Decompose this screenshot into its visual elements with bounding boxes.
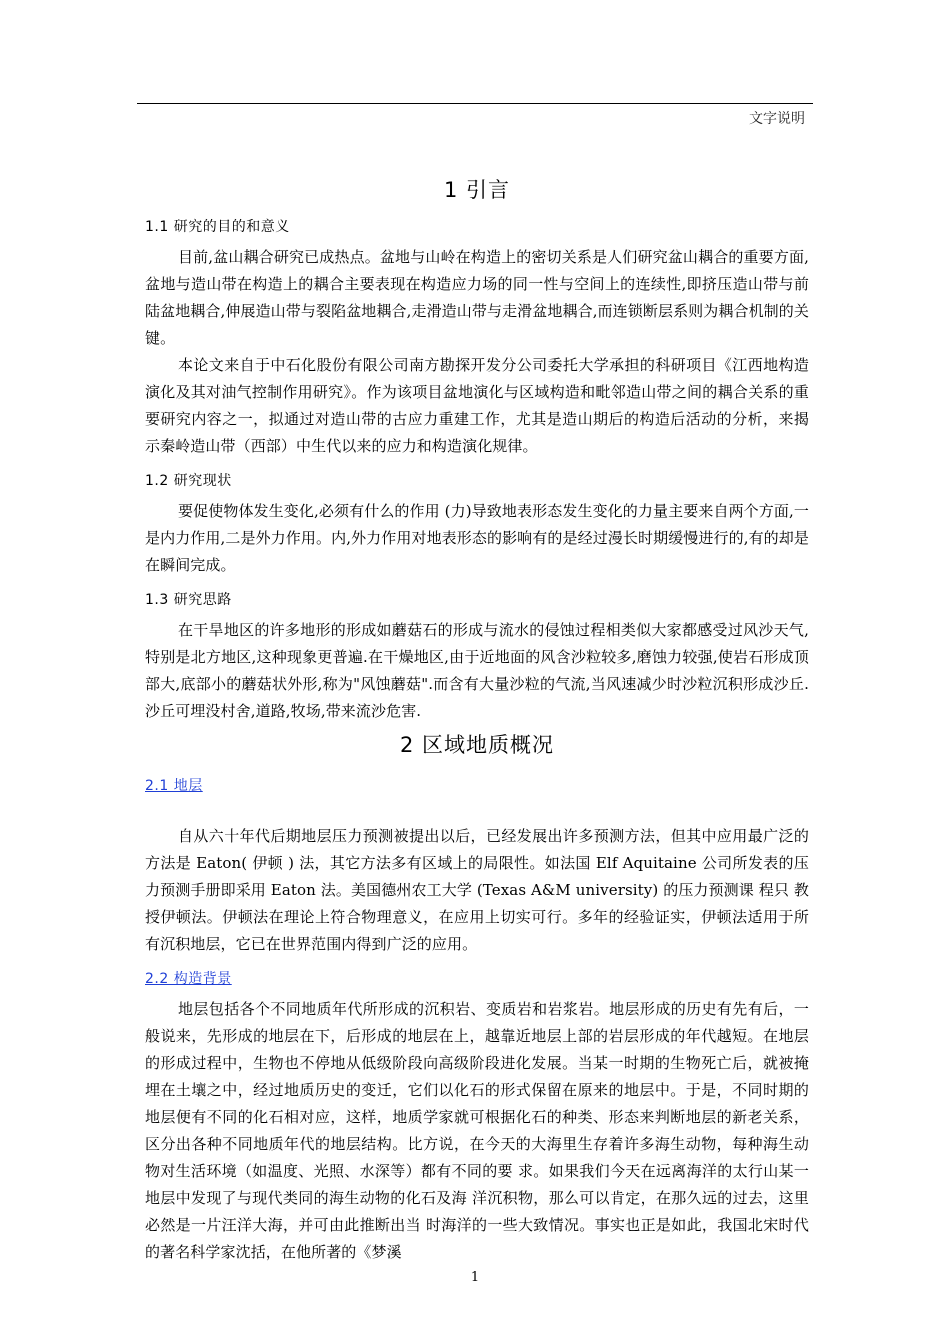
paragraph: 目前,盆山耦合研究已成热点。盆地与山岭在构造上的密切关系是人们研究盆山耦合的重要方面,盆地与造山带在构造上的耦合主要表现在构造应力场的同一性与空间上的连续性,即挤压造山带与前陆盆地耦合,伸展造山带与裂陷盆地耦合,走滑造山带与走滑盆地耦合,而连锁断层系则为耦合机制的关键。: [145, 248, 809, 347]
paragraph: 在干旱地区的许多地形的形成如蘑菇石的形成与流水的侵蚀过程相类似大家都感受过风沙天气,特别是北方地区,这种现象更普遍.在干燥地区,由于近地面的风含沙粒较多,磨蚀力较强,使岩石形成顶部大,底部小的蘑菇状外形,称为"风蚀蘑菇".而含有大量沙粒的气流,当风速减少时沙粒沉积形成沙丘.沙丘可埋没村舍,道路,牧场,带来流沙危害.: [145, 621, 809, 720]
subsection-link-tectonic-background[interactable]: 2.2 构造背景: [145, 971, 232, 987]
subsection-title: 1.1 研究的目的和意义: [145, 219, 290, 235]
paragraph: 要促使物体发生变化,必须有什么的作用 (力)导致地表形态发生变化的力量主要来自两个方面,一是内力作用,二是外力作用。内,外力作用对地表形态的影响有的是经过漫长时期缓慢进行的,有的却是在瞬间完成。: [145, 502, 809, 574]
paragraph: 本论文来自于中石化股份有限公司南方勘探开发分公司委托大学承担的科研项目《江西地构造演化及其对油气控制作用研究》。作为该项目盆地演化与区域构造和毗邻造山带之间的耦合关系的重要研究内容之一，拟通过对造山带的古应力重建工作，尤其是造山期后的构造后活动的分析，来揭示秦岭造山带（西部）中生代以来的应力和构造演化规律。: [145, 356, 809, 455]
subsection-title: 1.3 研究思路: [145, 592, 232, 608]
header-rule: [137, 103, 813, 104]
paragraph: 地层包括各个不同地质年代所形成的沉积岩、变质岩和岩浆岩。地层形成的历史有先有后，一般说来，先形成的地层在下，后形成的地层在上，越靠近地层上部的岩层形成的年代越短。在地层的形成过程中，生物也不停地从低级阶段向高级阶段进化发展。当某一时期的生物死亡后，就被掩埋在土壤之中，经过地质历史的变迁，它们以化石的形式保留在原来的地层中。于是，不同时期的地层便有不同的化石相对应，这样，地质学家就可根据化石的种类、形态来判断地层的新老关系，区分出各种不同地质年代的地层结构。比方说，在今天的大海里生存着许多海生动物，每种海生动物对生活环境（如温度、光照、水深等）都有不同的要 求。如果我们今天在远离海洋的太行山某一地层中发现了与现代类同的海生动物的化石及海 洋沉积物，那么可以肯定，在那久远的过去，这里必然是一片汪洋大海，并可由此推断出当 时海洋的一些大致情况。事实也正是如此，我国北宋时代的著名科学家沈括，在他所著的《梦溪: [145, 1000, 809, 1261]
paragraph: 自从六十年代后期地层压力预测被提出以后，已经发展出许多预测方法，但其中应用最广泛的方法是 Eaton( 伊顿 ) 法，其它方法多有区域上的局限性。如法国 Elf Aquitaine 公司所发表的压力预测手册即采用 Eaton 法。美国德州农工大学 (Texas A&M university) 的压力预测课 程只 教授伊顿法。伊顿法在理论上符合物理意义，在应用上切实可行。多年的经验证实，伊顿法适用于所有沉积地层，它已在世界范围内得到广泛的应用。: [145, 827, 809, 953]
document-body: [145, 170, 809, 1266]
running-header: 文字说明: [749, 111, 805, 127]
section-title: 1 引言: [443, 178, 511, 202]
section-title: 2 区域地质概况: [399, 733, 555, 757]
subsection-title: 1.2 研究现状: [145, 473, 232, 489]
page-number: 1: [470, 1270, 480, 1285]
subsection-link-strata[interactable]: 2.1 地层: [145, 778, 203, 794]
